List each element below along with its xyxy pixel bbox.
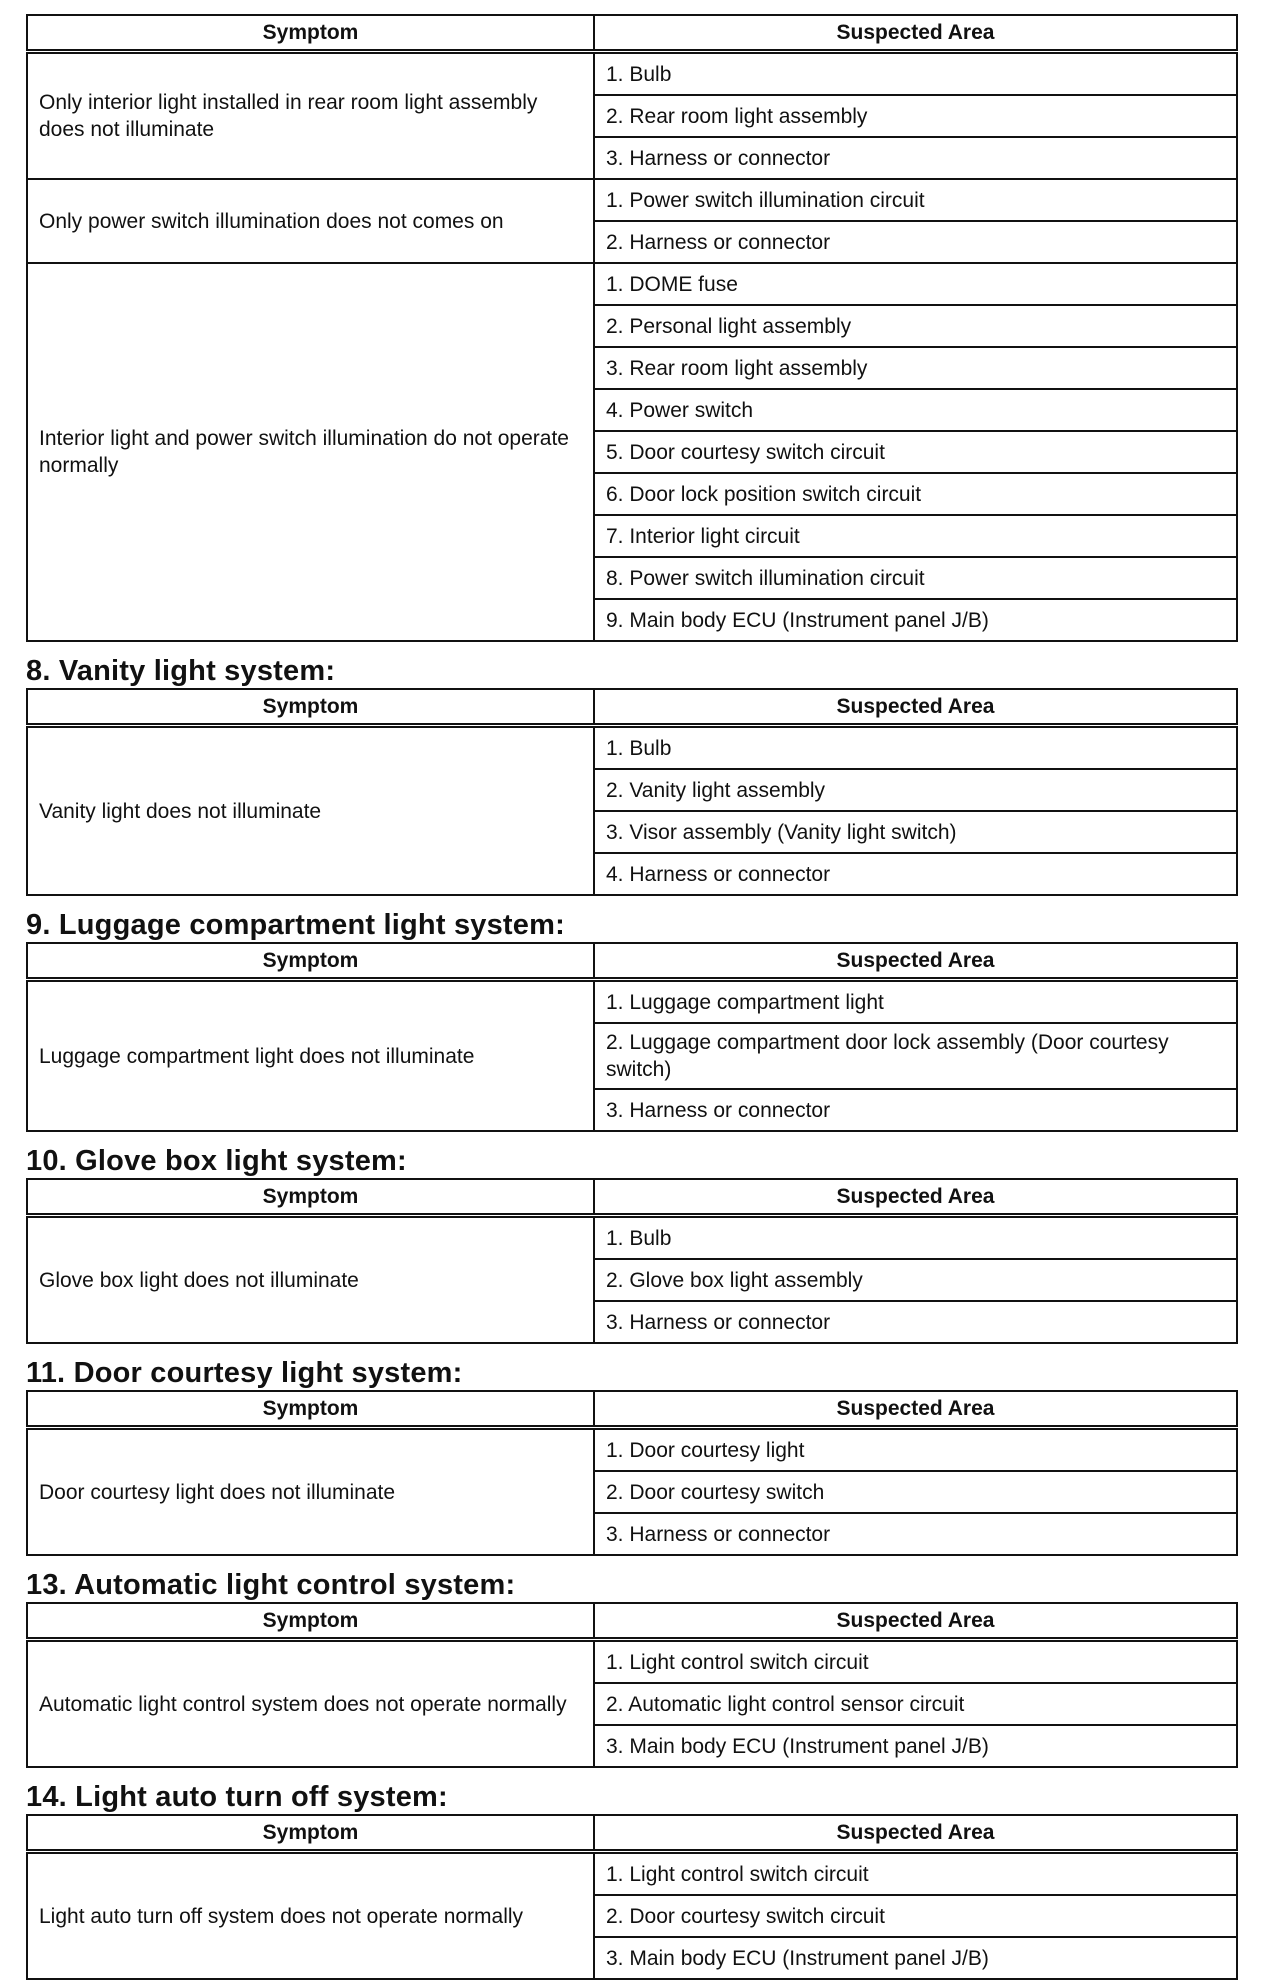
suspected-area-cell: 2. Automatic light control sensor circuit <box>594 1683 1237 1725</box>
suspected-area-cell: 1. Light control switch circuit <box>594 1852 1237 1896</box>
table-header-row <box>27 1815 1237 1852</box>
symptom-cell: Door courtesy light does not illuminate <box>27 1428 594 1556</box>
suspected-area-cell: 2. Glove box light assembly <box>594 1259 1237 1301</box>
symptom-column-header: Symptom <box>27 689 594 726</box>
troubleshooting-document <box>26 14 1236 1980</box>
symptom-table <box>26 942 1238 1132</box>
symptom-table <box>26 1814 1238 1980</box>
symptom-table <box>26 688 1238 896</box>
symptom-column-header: Symptom <box>27 1603 594 1640</box>
section-interior-light-continued <box>26 14 1236 642</box>
table-row <box>27 980 1237 1024</box>
suspected-area-cell: 3. Harness or connector <box>594 137 1237 179</box>
suspected-area-column-header: Suspected Area <box>594 1179 1237 1216</box>
section-title: 13. Automatic light control system: <box>26 1569 516 1601</box>
suspected-area-cell: 2. Personal light assembly <box>594 305 1237 347</box>
suspected-area-cell: 5. Door courtesy switch circuit <box>594 431 1237 473</box>
symptom-cell: Vanity light does not illuminate <box>27 726 594 896</box>
suspected-area-cell: 2. Rear room light assembly <box>594 95 1237 137</box>
suspected-area-cell: 3. Visor assembly (Vanity light switch) <box>594 811 1237 853</box>
section-title: 14. Light auto turn off system: <box>26 1781 448 1813</box>
suspected-area-cell: 9. Main body ECU (Instrument panel J/B) <box>594 599 1237 641</box>
table-row <box>27 726 1237 770</box>
symptom-table <box>26 1602 1238 1768</box>
table-row <box>27 1428 1237 1472</box>
suspected-area-cell: 1. DOME fuse <box>594 263 1237 305</box>
suspected-area-cell: 4. Power switch <box>594 389 1237 431</box>
symptom-table <box>26 1390 1238 1556</box>
table-header-row <box>27 15 1237 52</box>
section-title: 9. Luggage compartment light system: <box>26 909 565 941</box>
section-title: 10. Glove box light system: <box>26 1145 407 1177</box>
suspected-area-column-header: Suspected Area <box>594 1815 1237 1852</box>
table-row <box>27 263 1237 305</box>
suspected-area-cell: 3. Main body ECU (Instrument panel J/B) <box>594 1725 1237 1767</box>
suspected-area-cell: 3. Harness or connector <box>594 1301 1237 1343</box>
table-header-row <box>27 943 1237 980</box>
section-8-vanity-light-system <box>26 654 1236 896</box>
table-row <box>27 1640 1237 1684</box>
table-row <box>27 179 1237 221</box>
suspected-area-cell: 1. Light control switch circuit <box>594 1640 1237 1684</box>
symptom-cell: Interior light and power switch illumination do not operate normally <box>27 263 594 641</box>
symptom-table <box>26 14 1238 642</box>
suspected-area-cell: 2. Vanity light assembly <box>594 769 1237 811</box>
section-9-luggage-compartment-light-system <box>26 908 1236 1132</box>
symptom-cell: Luggage compartment light does not illuminate <box>27 980 594 1132</box>
table-header-row <box>27 689 1237 726</box>
suspected-area-cell: 1. Bulb <box>594 52 1237 96</box>
suspected-area-column-header: Suspected Area <box>594 1391 1237 1428</box>
section-11-door-courtesy-light-system <box>26 1356 1236 1556</box>
suspected-area-cell: 1. Door courtesy light <box>594 1428 1237 1472</box>
suspected-area-cell: 3. Harness or connector <box>594 1089 1237 1131</box>
symptom-cell: Light auto turn off system does not operate normally <box>27 1852 594 1980</box>
table-header-row <box>27 1603 1237 1640</box>
symptom-cell: Automatic light control system does not operate normally <box>27 1640 594 1768</box>
table-row <box>27 52 1237 96</box>
suspected-area-cell: 2. Harness or connector <box>594 221 1237 263</box>
table-row <box>27 1852 1237 1896</box>
symptom-column-header: Symptom <box>27 15 594 52</box>
suspected-area-cell: 3. Rear room light assembly <box>594 347 1237 389</box>
symptom-table <box>26 1178 1238 1344</box>
table-header-row <box>27 1391 1237 1428</box>
symptom-column-header: Symptom <box>27 1391 594 1428</box>
suspected-area-cell: 7. Interior light circuit <box>594 515 1237 557</box>
symptom-cell: Only power switch illumination does not comes on <box>27 179 594 263</box>
suspected-area-cell: 6. Door lock position switch circuit <box>594 473 1237 515</box>
section-14-light-auto-turn-off-system <box>26 1780 1236 1980</box>
suspected-area-cell: 4. Harness or connector <box>594 853 1237 895</box>
suspected-area-column-header: Suspected Area <box>594 15 1237 52</box>
symptom-column-header: Symptom <box>27 1179 594 1216</box>
table-header-row <box>27 1179 1237 1216</box>
suspected-area-column-header: Suspected Area <box>594 689 1237 726</box>
suspected-area-column-header: Suspected Area <box>594 1603 1237 1640</box>
section-title: 11. Door courtesy light system: <box>26 1357 463 1389</box>
symptom-column-header: Symptom <box>27 943 594 980</box>
suspected-area-cell: 2. Door courtesy switch circuit <box>594 1895 1237 1937</box>
suspected-area-column-header: Suspected Area <box>594 943 1237 980</box>
section-title: 8. Vanity light system: <box>26 655 336 687</box>
symptom-cell: Only interior light installed in rear room light assembly does not illuminate <box>27 52 594 180</box>
section-10-glove-box-light-system <box>26 1144 1236 1344</box>
suspected-area-cell: 2. Door courtesy switch <box>594 1471 1237 1513</box>
suspected-area-cell: 3. Harness or connector <box>594 1513 1237 1555</box>
suspected-area-cell: 2. Luggage compartment door lock assembly (Door courtesy switch) <box>594 1023 1237 1089</box>
symptom-cell: Glove box light does not illuminate <box>27 1216 594 1344</box>
suspected-area-cell: 1. Power switch illumination circuit <box>594 179 1237 221</box>
section-13-automatic-light-control-system <box>26 1568 1236 1768</box>
table-row <box>27 1216 1237 1260</box>
suspected-area-cell: 1. Luggage compartment light <box>594 980 1237 1024</box>
symptom-column-header: Symptom <box>27 1815 594 1852</box>
suspected-area-cell: 1. Bulb <box>594 1216 1237 1260</box>
suspected-area-cell: 8. Power switch illumination circuit <box>594 557 1237 599</box>
suspected-area-cell: 1. Bulb <box>594 726 1237 770</box>
suspected-area-cell: 3. Main body ECU (Instrument panel J/B) <box>594 1937 1237 1979</box>
